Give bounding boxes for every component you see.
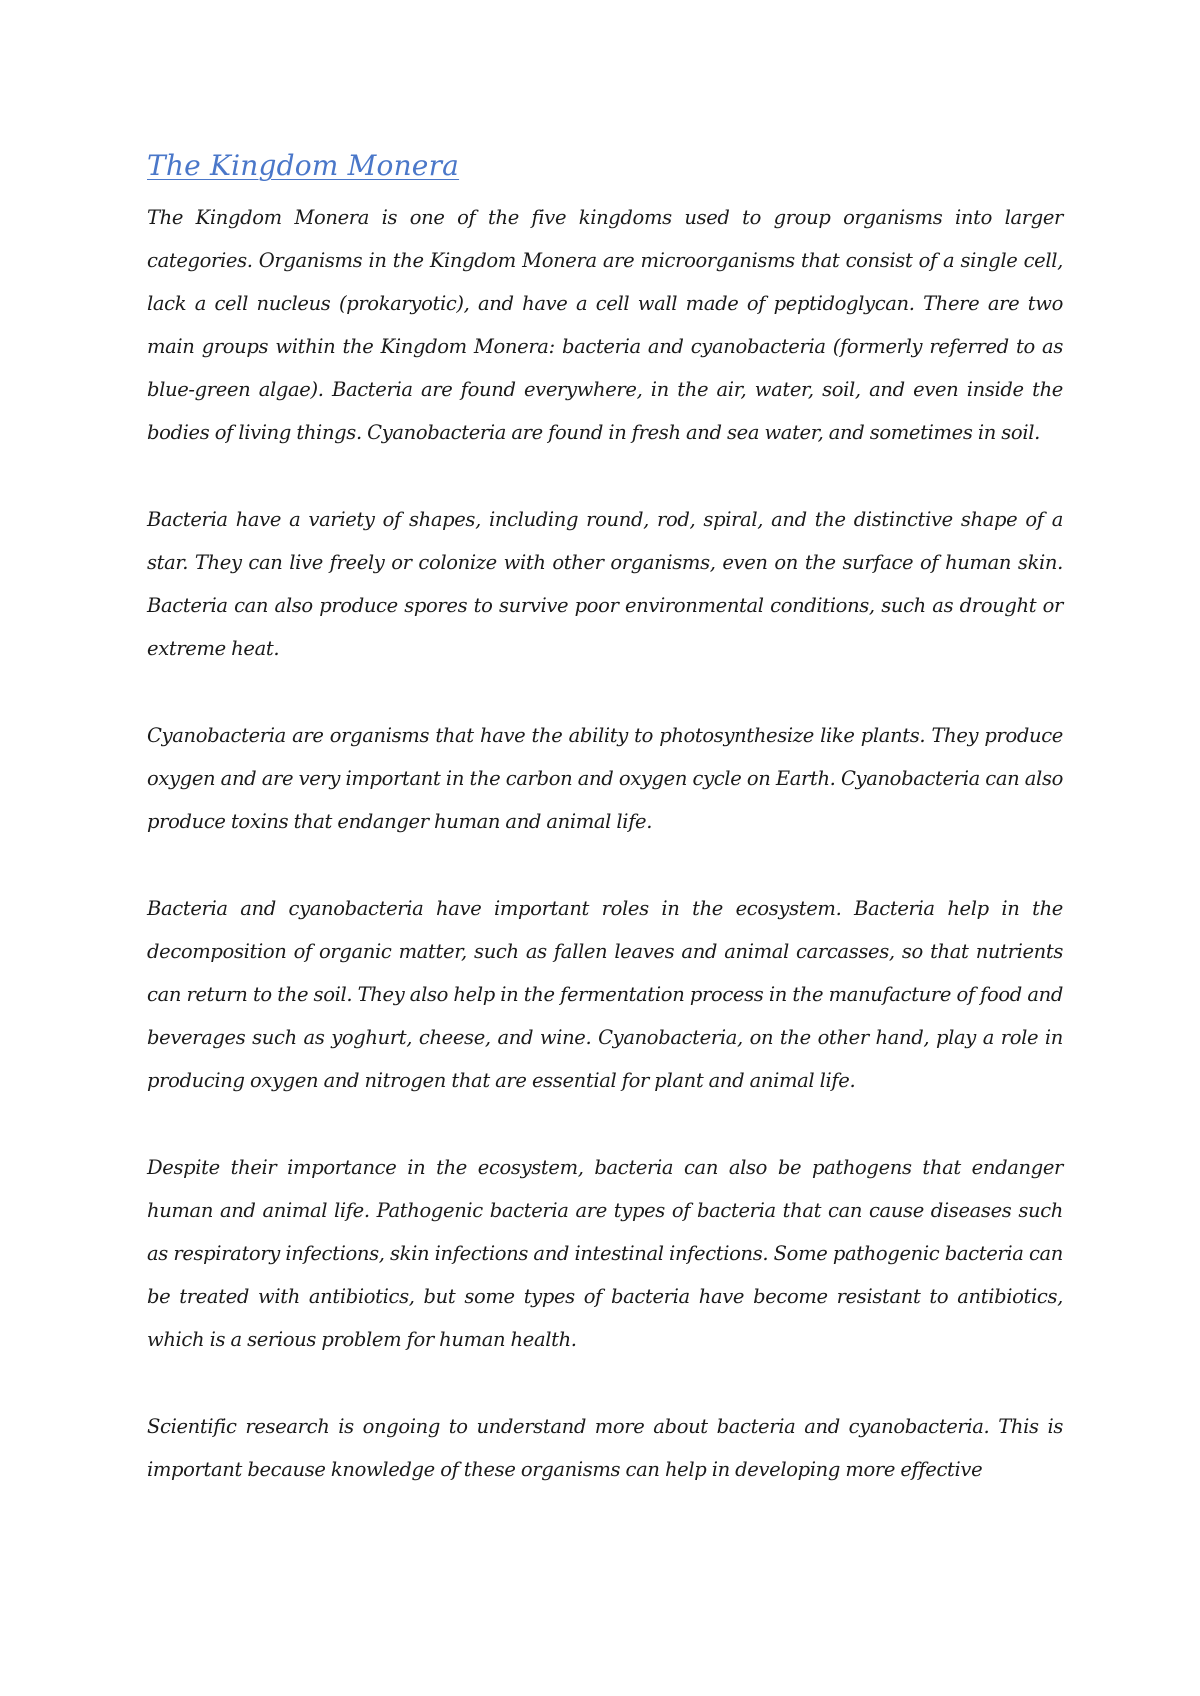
paragraph-cyanobacteria: Cyanobacteria are organisms that have the ability to photosynthesize like plants. They produce oxygen and are very important in the carbon and oxygen cycle on Earth. Cyanobacteria can also produce toxins that endanger human and animal life. <box>147 724 1063 833</box>
document-body <box>147 146 1063 1535</box>
paragraph-intro: The Kingdom Monera is one of the five kingdoms used to group organisms into larger categories. Organisms in the Kingdom Monera are microorganisms that consist of a single cell, lack a cell nucleus (prokaryotic), and have a cell wall made of peptidoglycan. There are two main groups within the Kingdom Monera: bacteria and cyanobacteria (formerly referred to as blue-green algae). Bacteria are found everywhere, in the air, water, soil, and even inside the bodies of living things. Cyanobacteria are found in fresh and sea water, and sometimes in soil. <box>147 206 1063 444</box>
paragraph-ecosystem-roles: Bacteria and cyanobacteria have important roles in the ecosystem. Bacteria help in the decomposition of organic matter, such as fallen leaves and animal carcasses, so that nutrients can return to the soil. They also help in the fermentation process in the manufacture of food and beverages such as yoghurt, cheese, and wine. Cyanobacteria, on the other hand, play a role in producing oxygen and nitrogen that are essential for plant and animal life. <box>147 897 1063 1092</box>
document-title: The Kingdom Monera <box>147 149 460 182</box>
paragraph-research: Scientific research is ongoing to understand more about bacteria and cyanobacteria. This is important because knowledge of these organisms can help in developing more effective <box>147 1415 1063 1481</box>
paragraph-pathogens: Despite their importance in the ecosystem, bacteria can also be pathogens that endanger human and animal life. Pathogenic bacteria are types of bacteria that can cause diseases such as respiratory infections, skin infections and intestinal infections. Some pathogenic bacteria can be treated with antibiotics, but some types of bacteria have become resistant to antibiotics, which is a serious problem for human health. <box>147 1156 1063 1351</box>
paragraph-bacteria-shapes: Bacteria have a variety of shapes, including round, rod, spiral, and the distinctive shape of a star. They can live freely or colonize with other organisms, even on the surface of human skin. Bacteria can also produce spores to survive poor environmental conditions, such as drought or extreme heat. <box>147 508 1063 660</box>
